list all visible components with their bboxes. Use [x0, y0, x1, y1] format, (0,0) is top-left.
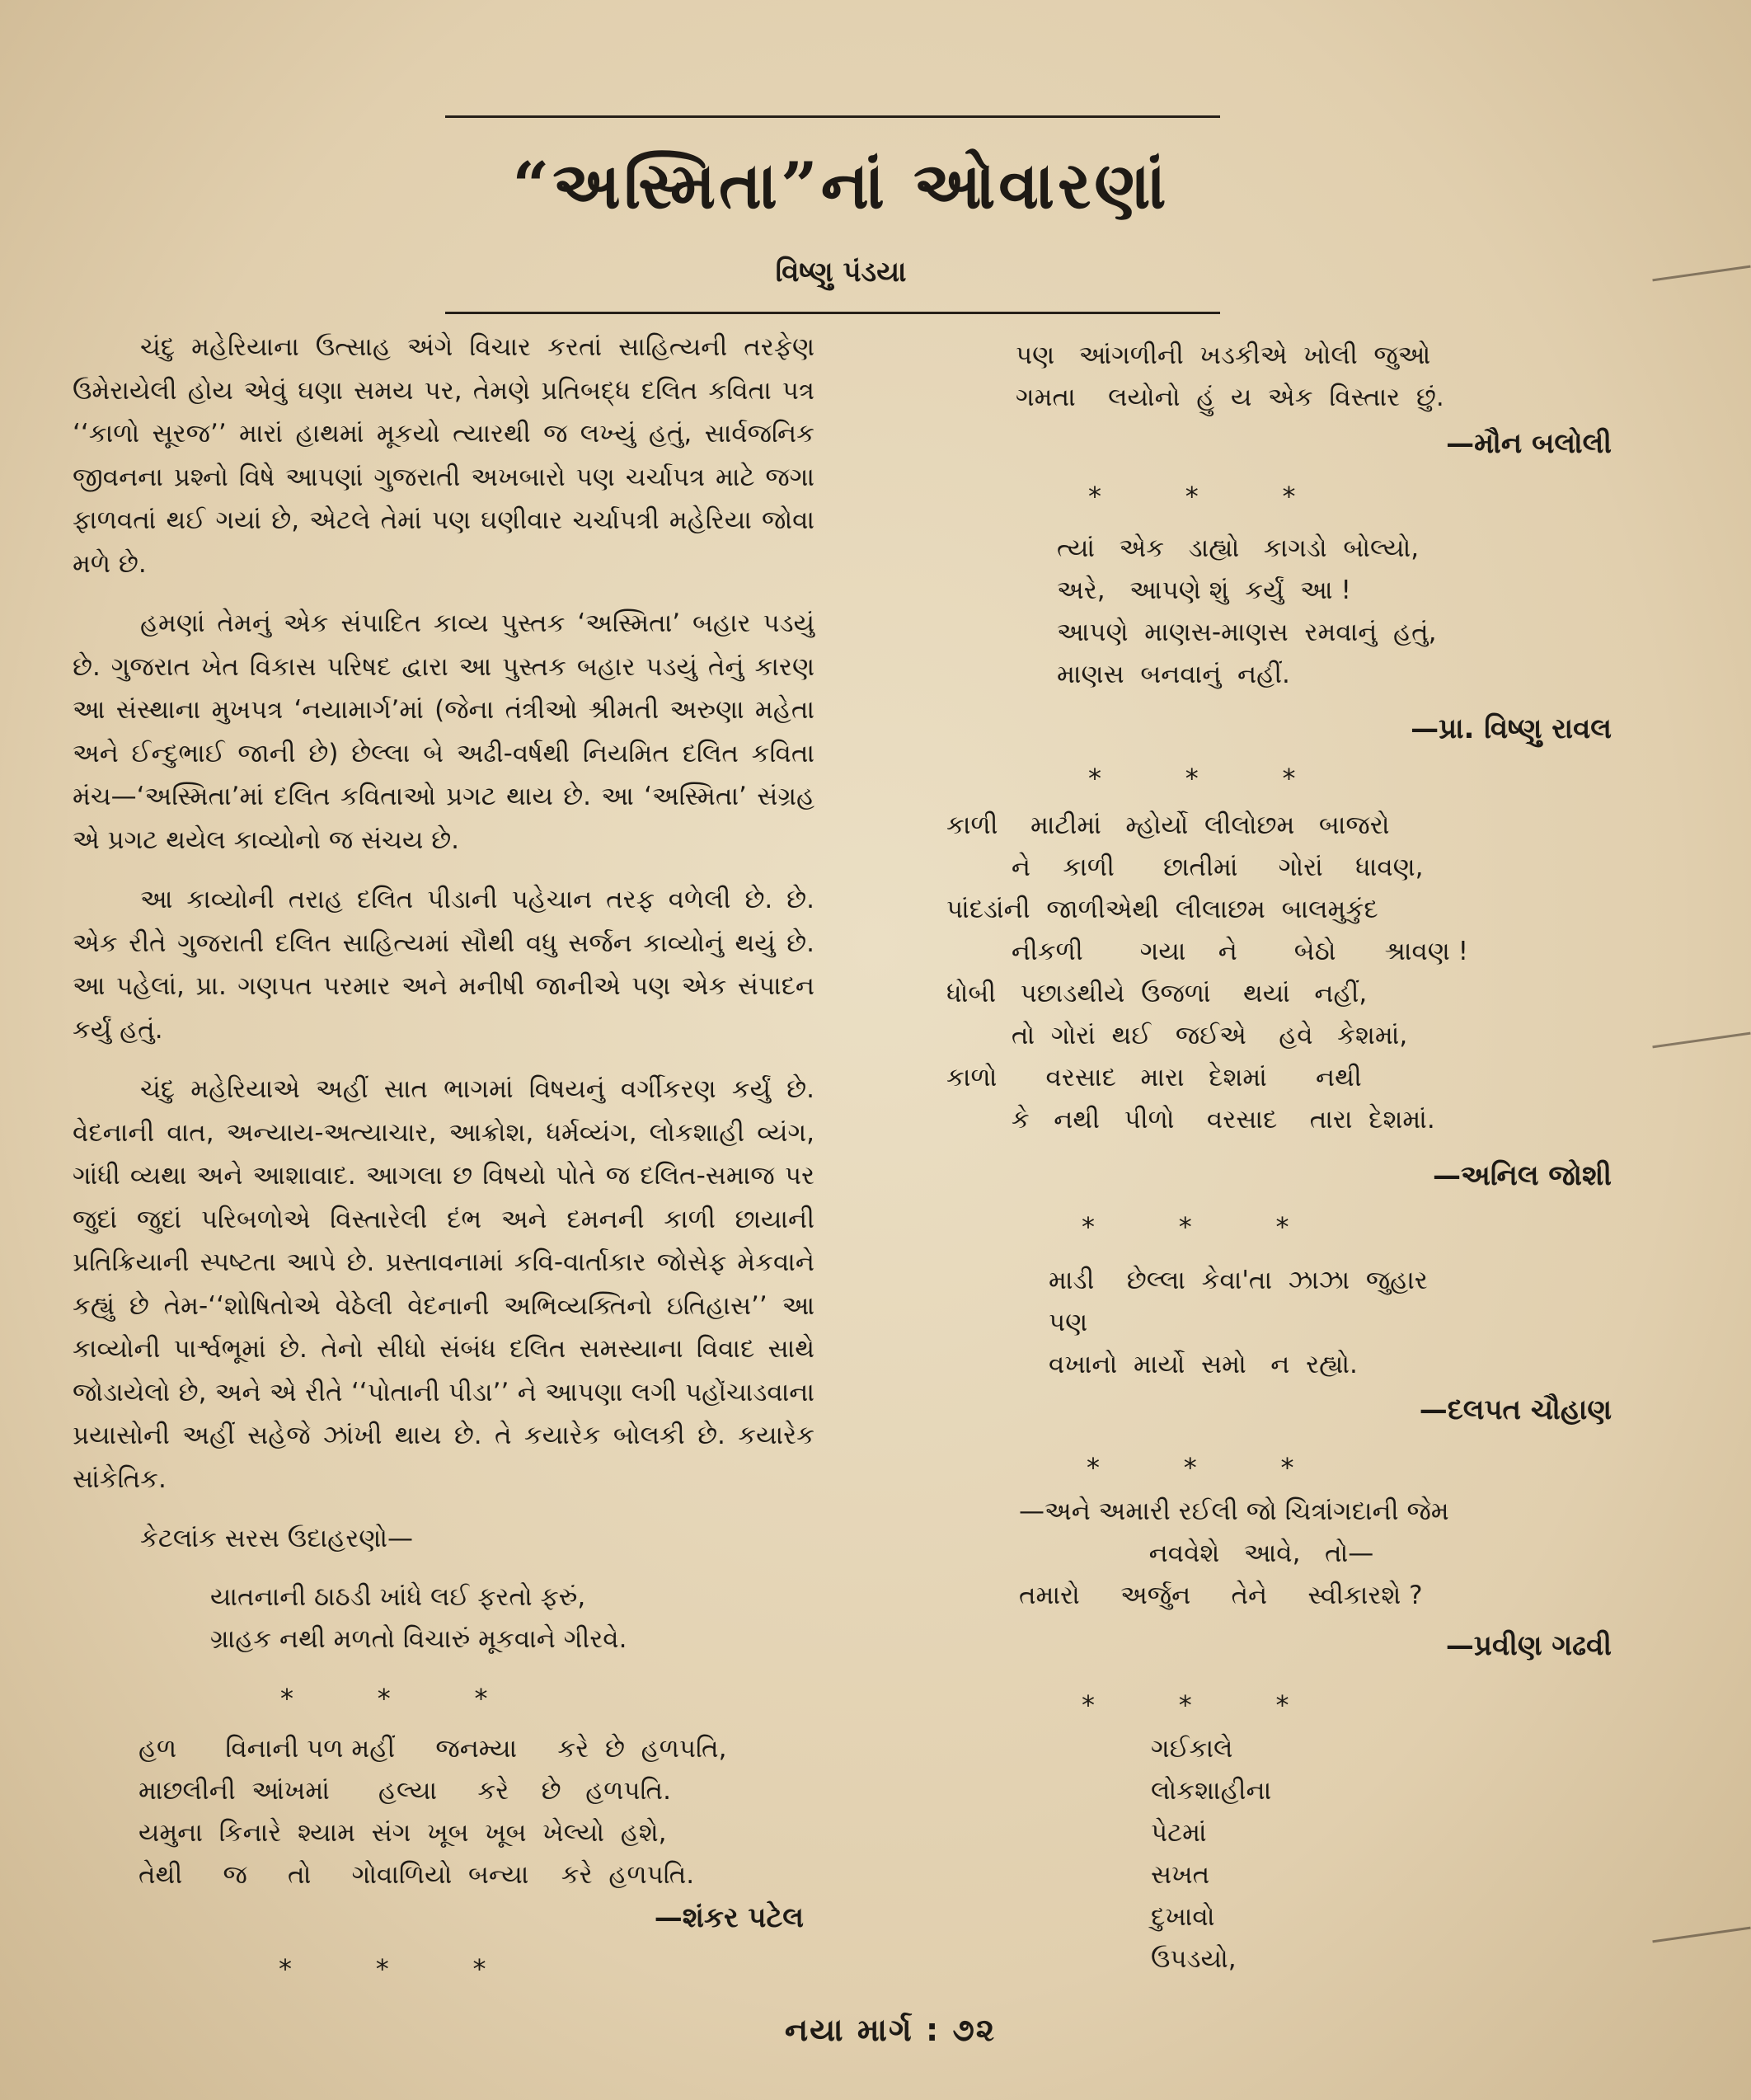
paper-crease — [1652, 265, 1750, 282]
top-rule — [445, 115, 1220, 118]
poem-excerpt: કાળી માટીમાં મ્હોર્યો લીલોછમ બાજરો ને કાળી છાતીમાં ગોરાં ધાવણ, પાંદડાંની જાળીએથી લીલાછમ બાલમુકુંદ નીકળી ગયા ને બેઠો શ્રાવણ ! ધોબી પછાડથીયે ઉજળાં થયાં નહીં, તો ગોરાં થઈ જઈએ હવે કેશમાં, કાળો વરસાદ મારા દેશમાં નથી કે નથી પીળો વરસાદ તારા દેશમાં. — [946, 810, 1469, 1135]
article-title: “અસ્મિતા”નાં ઓવારણાં — [512, 148, 1170, 223]
poem-author: —દલપત ચૌહાણ — [1419, 1393, 1612, 1426]
page-footer: નયા માર્ગ : ૭૨ — [784, 2012, 997, 2048]
examples-lead: કેટલાંક સરસ ઉદાહરણો— — [140, 1524, 414, 1553]
body-paragraph: હમણાં તેમનું એક સંપાદિત કાવ્ય પુસ્તક ‘અસ્મિતા’ બહાર પડયું છે. ગુજરાત ખેત વિકાસ પરિષદ દ્વારા આ પુસ્તક બહાર પડયું તેનું કારણ આ સંસ્થાના મુખપત્ર ‘નયામાર્ગ’માં (જેના તંત્રીઓ શ્રીમતી અરુણા મહેતા અને ઈન્દુભાઈ જાની છે) છેલ્લા બે અઢી-વર્ષથી નિયમિત દલિત કવિતા મંચ—‘અસ્મિતા’માં દલિત કવિતાઓ પ્રગટ થાય છે. આ ‘અસ્મિતા’ સંગ્રહ એ પ્રગટ થયેલ કાવ્યોનો જ સંચય છે. — [73, 608, 814, 855]
section-separator: * * * — [1082, 1211, 1289, 1243]
poem-excerpt: યાતનાની ઠાઠડી ખાંધે લઈ ફરતો ફરું, ગ્રાહક નથી મળતો વિચારું મૂકવાને ગીરવે. — [210, 1582, 627, 1654]
poem-author: —અનિલ જોશી — [1432, 1159, 1612, 1192]
paper-crease — [1652, 1927, 1750, 1943]
poem-author: —પ્રા. વિષ્ણુ રાવલ — [1411, 712, 1612, 745]
body-paragraph: ચંદુ મહેરિયાએ અહીં સાત ભાગમાં વિષયનું વર્ગીકરણ કર્યું છે. વેદનાની વાત, અન્યાય-અત્યાચાર, આક્રોશ, ધર્મવ્યંગ, લોકશાહી વ્યંગ, ગાંધી વ્યથા અને આશાવાદ. આગલા છ વિષયો પોતે જ દલિત-સમાજ પર જુદાં જુદાં પરિબળોએ વિસ્તારેલી દંભ અને દમનની કાળી છાયાની પ્રતિક્રિયાની સ્પષ્ટતા આપે છે. પ્રસ્તાવનામાં કવિ-વાર્તાકાર જોસેફ મેકવાને કહ્યું છે તેમ-‘‘શોષિતોએ વેઠેલી વેદનાની અભિવ્યક્તિનો ઇતિહાસ’’ આ કાવ્યોની પાર્શ્વભૂમાં છે. તેનો સીધો સંબંધ દલિત સમસ્યાના વિવાદ સાથે જોડાયેલો છે, અને એ રીતે ‘‘પોતાની પીડા’’ ને આપણા લગી પહોંચાડવાના પ્રયાસોની અહીં સહેજે ઝાંખી થાય છે. તે કયારેક બોલકી છે. કયારેક સાંકેતિક. — [73, 1074, 814, 1494]
body-paragraph: આ કાવ્યોની તરાહ દલિત પીડાની પહેચાન તરફ વળેલી છે. છે. એક રીતે ગુજરાતી દલિત સાહિત્યમાં સૌથી વધુ સર્જન કાવ્યોનું થયું છે. આ પહેલાં, પ્રા. ગણપત પરમાર અને મનીષી જાનીએ પણ એક સંપાદન કર્યું હતું. — [73, 885, 814, 1045]
section-separator: * * * — [1087, 1452, 1294, 1483]
poem-author: —શંકર પટેલ — [654, 1901, 804, 1934]
poem-author: —પ્રવીણ ગઢવી — [1445, 1629, 1612, 1662]
paper-crease — [1652, 1032, 1750, 1049]
poem-excerpt: ગઈકાલે લોકશાહીના પેટમાં સખત દુખાવો ઉપડયો, — [1151, 1734, 1272, 1974]
section-separator: * * * — [1082, 1689, 1289, 1721]
poem-excerpt: —અને અમારી રઈલી જો ચિત્રાંગદાની જેમ નવવેશે આવે, તો— તમારો અર્જુન તેને સ્વીકારશે ? — [1019, 1496, 1449, 1610]
section-separator: * * * — [1088, 481, 1296, 512]
poem-excerpt: હળ વિનાની પળ મહીં જનમ્યા કરે છે હળપતિ, માછલીની આંખમાં હલ્યા કરે છે હળપતિ. યમુના કિનારે શ્યામ સંગ ખૂબ ખૂબ ખેલ્યો હશે, તેથી જ તો ગોવાળિયો બન્યા કરે હળપતિ. — [138, 1734, 727, 1890]
byline: વિષ્ણુ પંડયા — [775, 256, 907, 289]
poem-author: —મૌન બલોલી — [1446, 427, 1612, 460]
title-rule — [445, 312, 1220, 314]
poem-excerpt: પણ આંગળીની ખડકીએ ખોલી જુઓ ગમતા લયોનો હું ય એક વિસ્તાર છું. — [1016, 341, 1444, 412]
body-paragraph: ચંદુ મહેરિયાના ઉત્સાહ અંગે વિચાર કરતાં સાહિત્યની તરફેણ ઉમેરાયેલી હોય એવું ઘણા સમય પર, તેમણે પ્રતિબદ્ધ દલિત કવિતા પત્ર ‘‘કાળો સૂરજ’’ મારાં હાથમાં મૂકયો ત્યારથી જ લખ્યું હતું, સાર્વજનિક જીવનના પ્રશ્નો વિષે આપણાં ગુજરાતી અખબારો પણ ચર્ચાપત્ર માટે જગા ફાળવતાં થઈ ગયાં છે, એટલે તેમાં પણ ઘણીવાર ચર્ચાપત્રી મહેરિયા જોવા મળે છે. — [73, 332, 814, 579]
poem-excerpt: ત્યાં એક ડાહ્યો કાગડો બોલ્યો, અરે, આપણે શું કર્યું આ ! આપણે માણસ-માણસ રમવાનું હતું, માણસ બનવાનું નહીં. — [1057, 533, 1437, 689]
left-column — [73, 326, 814, 1569]
section-separator: * * * — [280, 1683, 488, 1714]
poem-excerpt: માડી છેલ્લા કેવા'તા ઝાઝા જુહાર પણ વખાનો માર્યો સમો ન રહ્યો. — [1049, 1266, 1428, 1379]
section-separator: * * * — [1088, 763, 1296, 794]
section-separator: * * * — [279, 1953, 486, 1985]
